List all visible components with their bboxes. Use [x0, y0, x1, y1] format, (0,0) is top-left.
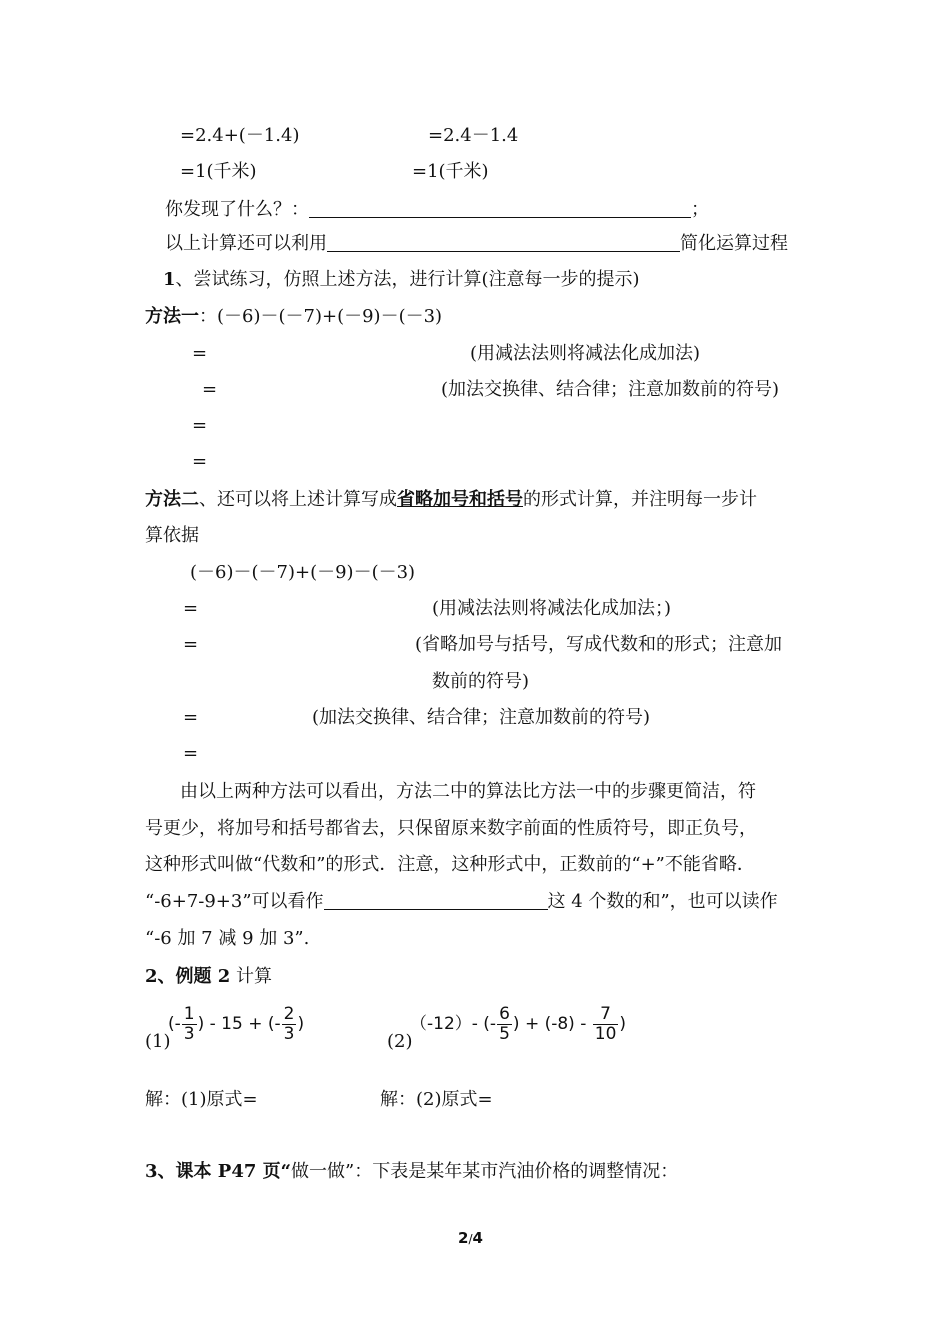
problem-1-part-c: ) [297, 1014, 305, 1034]
example-3-mid: 做一做 [291, 1161, 345, 1182]
page-current: 2 [458, 1229, 469, 1247]
paragraph-line-5: “-6 加 7 减 9 加 3”. [145, 928, 310, 949]
method-two [145, 488, 757, 512]
method-one-hint-1: (用减法法则将减法化成加法) [470, 343, 701, 364]
fraction-numerator: 7 [593, 1005, 619, 1025]
example-3-heading [145, 1160, 678, 1184]
question-discover [165, 198, 709, 222]
fraction-two-thirds [282, 1005, 297, 1044]
method-two-text-a: 、还可以将上述计算写成 [199, 489, 397, 510]
question-discover-end: ； [691, 199, 709, 220]
problem-1-expression [168, 1004, 304, 1044]
answer-blank-simplify[interactable] [327, 233, 680, 252]
page-separator: / [468, 1232, 473, 1246]
paragraph-line-3: 这种形式叫做“代数和”的形式．注意，这种形式中，正数前的“+”不能省略． [145, 854, 755, 875]
example-3-label: 3、课本 P47 页“ [145, 1161, 291, 1182]
paragraph-line-4 [145, 890, 778, 914]
paragraph-line-4-a: “-6+7-9+3”可以看作 [145, 891, 324, 912]
page-total: 4 [472, 1229, 483, 1247]
example-2-label: 2、例题 2 [145, 966, 231, 987]
method-two-expr: (－6)－(－7)+(－9)－(－3) [190, 562, 416, 583]
problem-2-part-a: （-12）- (- [410, 1014, 497, 1034]
answer-blank-four-numbers[interactable] [324, 891, 548, 910]
practice-1-label: 1 [163, 269, 176, 290]
paragraph-line-4-b: 这 4 个数的和”，也可以读作 [547, 891, 778, 912]
problem-2-number: (2) [387, 1031, 413, 1052]
fraction-denominator: 5 [499, 1023, 510, 1044]
calc-line-2-left: =1(千米) [180, 161, 257, 182]
method-one-expr: ：(－6)－(－7)+(－9)－(－3) [199, 306, 443, 327]
question-simplify-end: 简化运算过程 [680, 233, 788, 254]
fraction-numerator: 1 [183, 1003, 195, 1024]
paragraph-line-2: 号更少，将加号和括号都省去，只保留原来数字前面的性质符号，即正负号， [145, 818, 757, 839]
method-one-step-4: = [192, 451, 208, 472]
calc-line-2-right: =1(千米) [412, 161, 489, 182]
fraction-denominator: 3 [283, 1023, 295, 1044]
problem-1-part-a: (- [168, 1014, 181, 1034]
method-two-text-b: 的形式计算，并注明每一步计 [523, 489, 757, 510]
question-simplify-text: 以上计算还可以利用 [165, 233, 327, 254]
method-two-hint-3: (加法交换律、结合律；注意加数前的符号) [312, 707, 651, 728]
method-one-hint-2: (加法交换律、结合律；注意加数前的符号) [441, 379, 780, 400]
practice-1 [163, 268, 640, 292]
problem-2-part-b: ) + (-8) - [512, 1014, 587, 1034]
solution-2: 解：(2)原式= [380, 1089, 493, 1110]
method-two-step-2: = [183, 634, 199, 655]
problem-1-part-b: ) - 15 + (- [197, 1014, 281, 1034]
solution-1: 解：(1)原式= [145, 1089, 258, 1110]
method-two-text-c: 算依据 [145, 525, 199, 546]
method-one-step-1: = [192, 343, 208, 364]
method-one-step-3: = [192, 415, 208, 436]
example-2-text: 计算 [230, 966, 273, 987]
method-two-text-underlined: 省略加号和括号 [397, 489, 523, 510]
page-number [458, 1226, 483, 1251]
method-one-label: 方法一 [145, 306, 199, 327]
method-two-hint-2b: 数前的符号) [432, 671, 530, 692]
fraction-numerator: 6 [499, 1003, 510, 1024]
method-one-step-2: = [202, 379, 218, 400]
fraction-denominator: 3 [183, 1023, 195, 1044]
problem-2-expression [410, 1004, 626, 1044]
example-3-quote: ” [345, 1161, 355, 1182]
example-3-text: ：下表是某年某市汽油价格的调整情况： [354, 1161, 679, 1182]
method-one [145, 305, 442, 329]
calc-line-1-right: =2.4－1.4 [428, 125, 519, 146]
problem-1-number: (1) [145, 1031, 171, 1052]
paragraph-line-1: 由以上两种方法可以看出，方法二中的算法比方法一中的步骤更简洁，符 [180, 781, 756, 802]
method-two-step-3: = [183, 707, 199, 728]
method-two-label: 方法二 [145, 489, 199, 510]
method-two-hint-1: (用减法法则将减法化成加法；) [432, 598, 672, 619]
fraction-six-fifths [497, 1005, 512, 1044]
fraction-numerator: 2 [283, 1003, 295, 1024]
practice-1-text: 、尝试练习，仿照上述方法，进行计算(注意每一步的提示) [175, 269, 640, 290]
fraction-denominator: 10 [594, 1023, 617, 1044]
fraction-one-third [182, 1005, 197, 1044]
method-two-step-4: = [183, 743, 199, 764]
example-2-heading [145, 965, 272, 989]
method-two-step-1: = [183, 598, 199, 619]
fraction-seven-tenths [593, 1005, 619, 1044]
answer-blank-discover[interactable] [309, 199, 691, 218]
calc-line-1-left: =2.4+(－1.4) [180, 125, 300, 146]
question-discover-text: 你发现了什么？： [165, 199, 309, 220]
problem-2-part-c: ) [619, 1014, 627, 1034]
question-simplify [165, 232, 788, 256]
method-two-hint-2a: (省略加号与括号，写成代数和的形式；注意加 [415, 634, 783, 655]
